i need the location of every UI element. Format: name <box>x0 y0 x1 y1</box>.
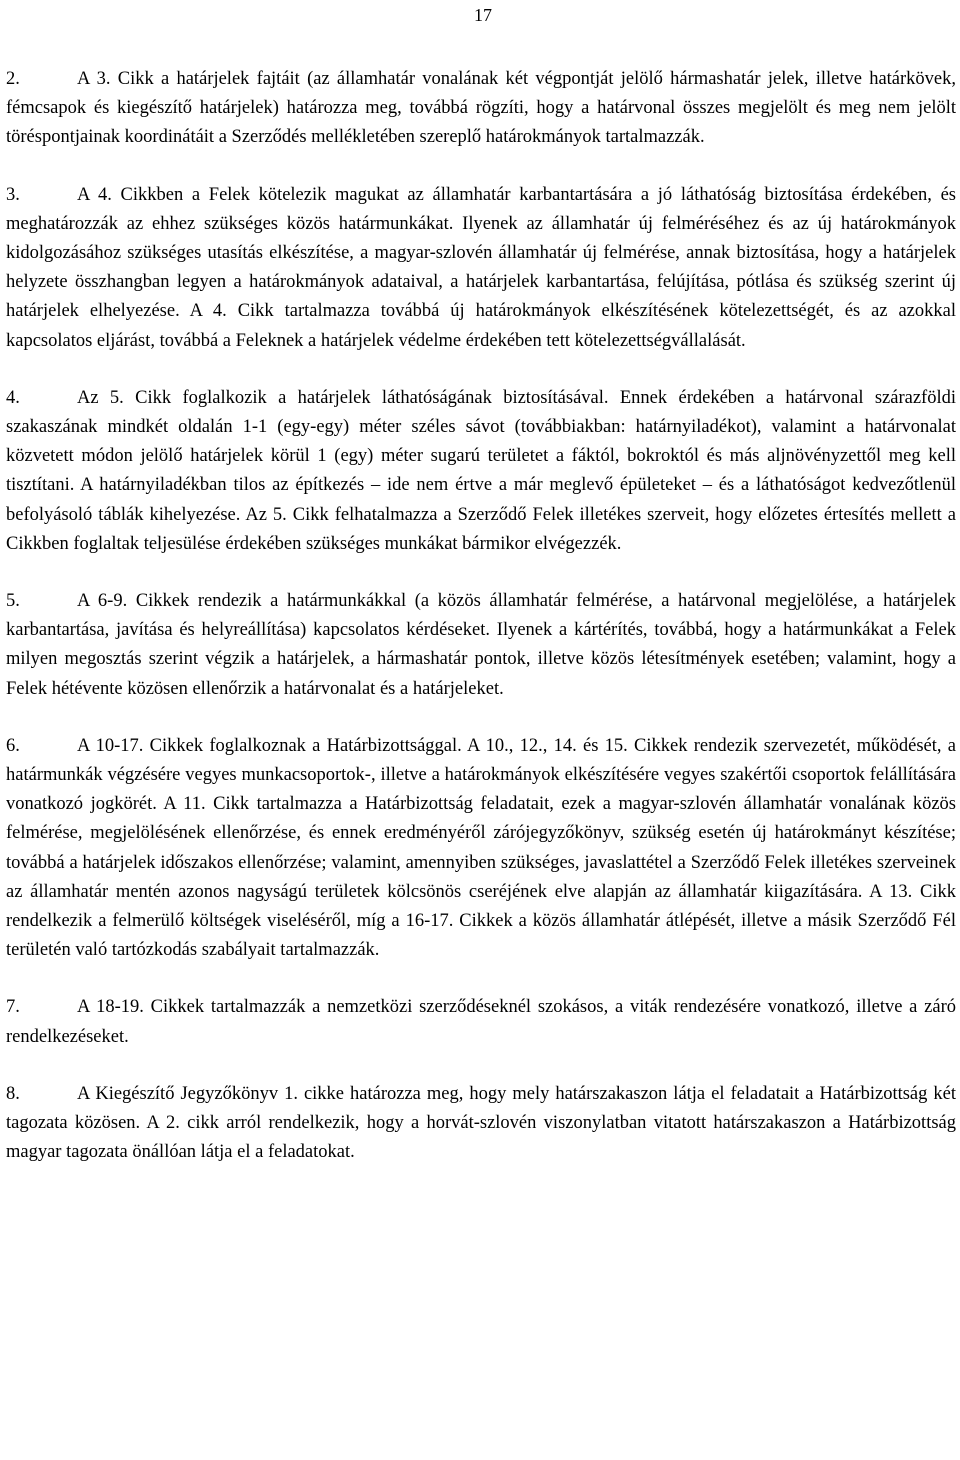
document-body <box>6 65 956 1196</box>
paragraph-number: 4. <box>6 387 20 408</box>
paragraph-2 <box>6 65 956 153</box>
page-number: 17 <box>474 5 492 25</box>
paragraph-number: 5. <box>6 591 20 612</box>
paragraph-text: A 18-19. Cikkek tartalmazzák a nemzetközi szerződéseknél szokásos, a viták rendezésére vonatkozó, illetve a záró rendelkezéseket. <box>6 997 956 1047</box>
paragraph-number: 6. <box>6 735 20 756</box>
paragraph-text: Az 5. Cikk foglalkozik a határjelek láthatóságának biztosításával. Ennek érdekében a határvonal szárazföldi szakaszának mindkét oldalán 1-1 (egy-egy) méter széles sávot (továbbiakban: határnyiladékot), valamint a határvonalat közvetett módon jelölő határjelek körül 1 (egy) méter sugarú területet a fáktól, bokroktól és más aljnövényzettől meg kell tisztítani. A határnyiladékban tilos az építkezés – ide nem értve a már meglevő épületeket – és a láthatóságot kedvezőtlenül befolyásoló táblák kihelyezése. Az 5. Cikk felhatalmazza a Szerződő Felek illetékes szerveit, hogy előzetes értesítés mellett a Cikkben foglaltak teljesülése érdekében szükséges munkákat bármikor elvégezzék. <box>6 387 956 554</box>
paragraph-text: A 10-17. Cikkek foglalkoznak a Határbizottsággal. A 10., 12., 14. és 15. Cikkek rendezik szervezetét, működését, a határmunkák végzésére vegyes munkacsoportok-, illetve a határokmányok elkészítésére vegyes szakértői csoportok felállítására vonatkozó jogkörét. A 11. Cikk tartalmazza a Határbizottság feladatait, ezek a magyar-szlovén államhatár vonalának közös felmérése, megjelölésének ellenőrzése, és ennek eredményéről zárójegyzőkönyv, szükség esetén új határokmányt készítése; továbbá a határjelek időszakos ellenőrzése; valamint, amennyiben szükséges, javaslattétel a Szerződő Felek illetékes szerveinek az államhatár mentén azonos nagyságú területek kölcsönös cseréjének elve alapján az államhatár kiigazítására. A 13. Cikk rendelkezik a felmerülő költségek viseléséről, míg a 16-17. Cikkek a közös államhatár átlépését, illetve a másik Szerződő Fél területén való tartózkodás szabályait tartalmazzák. <box>6 735 956 961</box>
paragraph-text: A 6-9. Cikkek rendezik a határmunkákkal (a közös államhatár felmérése, a határvonal megjelölése, a határjelek karbantartása, javítása és helyreállítása) kapcsolatos kérdéseket. Ilyenek a kártérítés, továbbá, hogy a határmunkákat a Felek milyen megosztás szerint végzik a határjelek, a hármashatár pontok, illetve közös létesítmények esetében; valamint, hogy a Felek hétévente közösen ellenőrzik a határvonalat és a határjeleket. <box>6 591 956 699</box>
paragraph-text: A 4. Cikkben a Felek kötelezik magukat az államhatár karbantartására a jó láthatóság biztosítása érdekében, és meghatározzák az ehhez szükséges közös határmunkákat. Ilyenek az államhatár új felméréséhez és az új határokmányok kidolgozásához szükséges utasítás elkészítése, a magyar-szlovén államhatár új felmérése, annak biztosítása, hogy a határjelek helyzete összhangban legyen a határokmányok adataival, a határjelek karbantartása, felújítása, pótlása és szükség szerint új határjelek elhelyezése. A 4. Cikk tartalmazza továbbá új határokmányok elkészítésének kötelezettségét, és az azokkal kapcsolatos eljárást, továbbá a Feleknek a határjelek védelme érdekében tett kötelezettségvállalását. <box>6 184 956 351</box>
paragraph-4 <box>6 384 956 559</box>
paragraph-6 <box>6 732 956 966</box>
paragraph-number: 8. <box>6 1083 20 1104</box>
paragraph-number: 3. <box>6 184 20 205</box>
paragraph-5 <box>6 587 956 704</box>
paragraph-3 <box>6 181 956 356</box>
paragraph-number: 7. <box>6 997 20 1018</box>
paragraph-8 <box>6 1080 956 1168</box>
paragraph-text: A Kiegészítő Jegyzőkönyv 1. cikke határozza meg, hogy mely határszakaszon látja el feladatait a Határbizottság két tagozata közösen. A 2. cikk arról rendelkezik, hogy a horvát-szlovén viszonylatban vitatott határszakaszon a Határbizottság magyar tagozata önállóan látja el a feladatokat. <box>6 1083 956 1163</box>
paragraph-number: 2. <box>6 69 20 89</box>
paragraph-7 <box>6 993 956 1051</box>
paragraph-text: A 3. Cikk a határjelek fajtáit (az államhatár vonalának két végpontját jelölő hármashatár jelek, illetve határkövek, fémcsapok és kiegészítő határjelek) határozza meg, továbbá rögzíti, hogy a határvonal összes megjelölt és meg nem jelölt töréspontjainak koordinátáit a Szerződés mellékletében szereplő határokmányok tartalmazzák. <box>6 69 956 148</box>
